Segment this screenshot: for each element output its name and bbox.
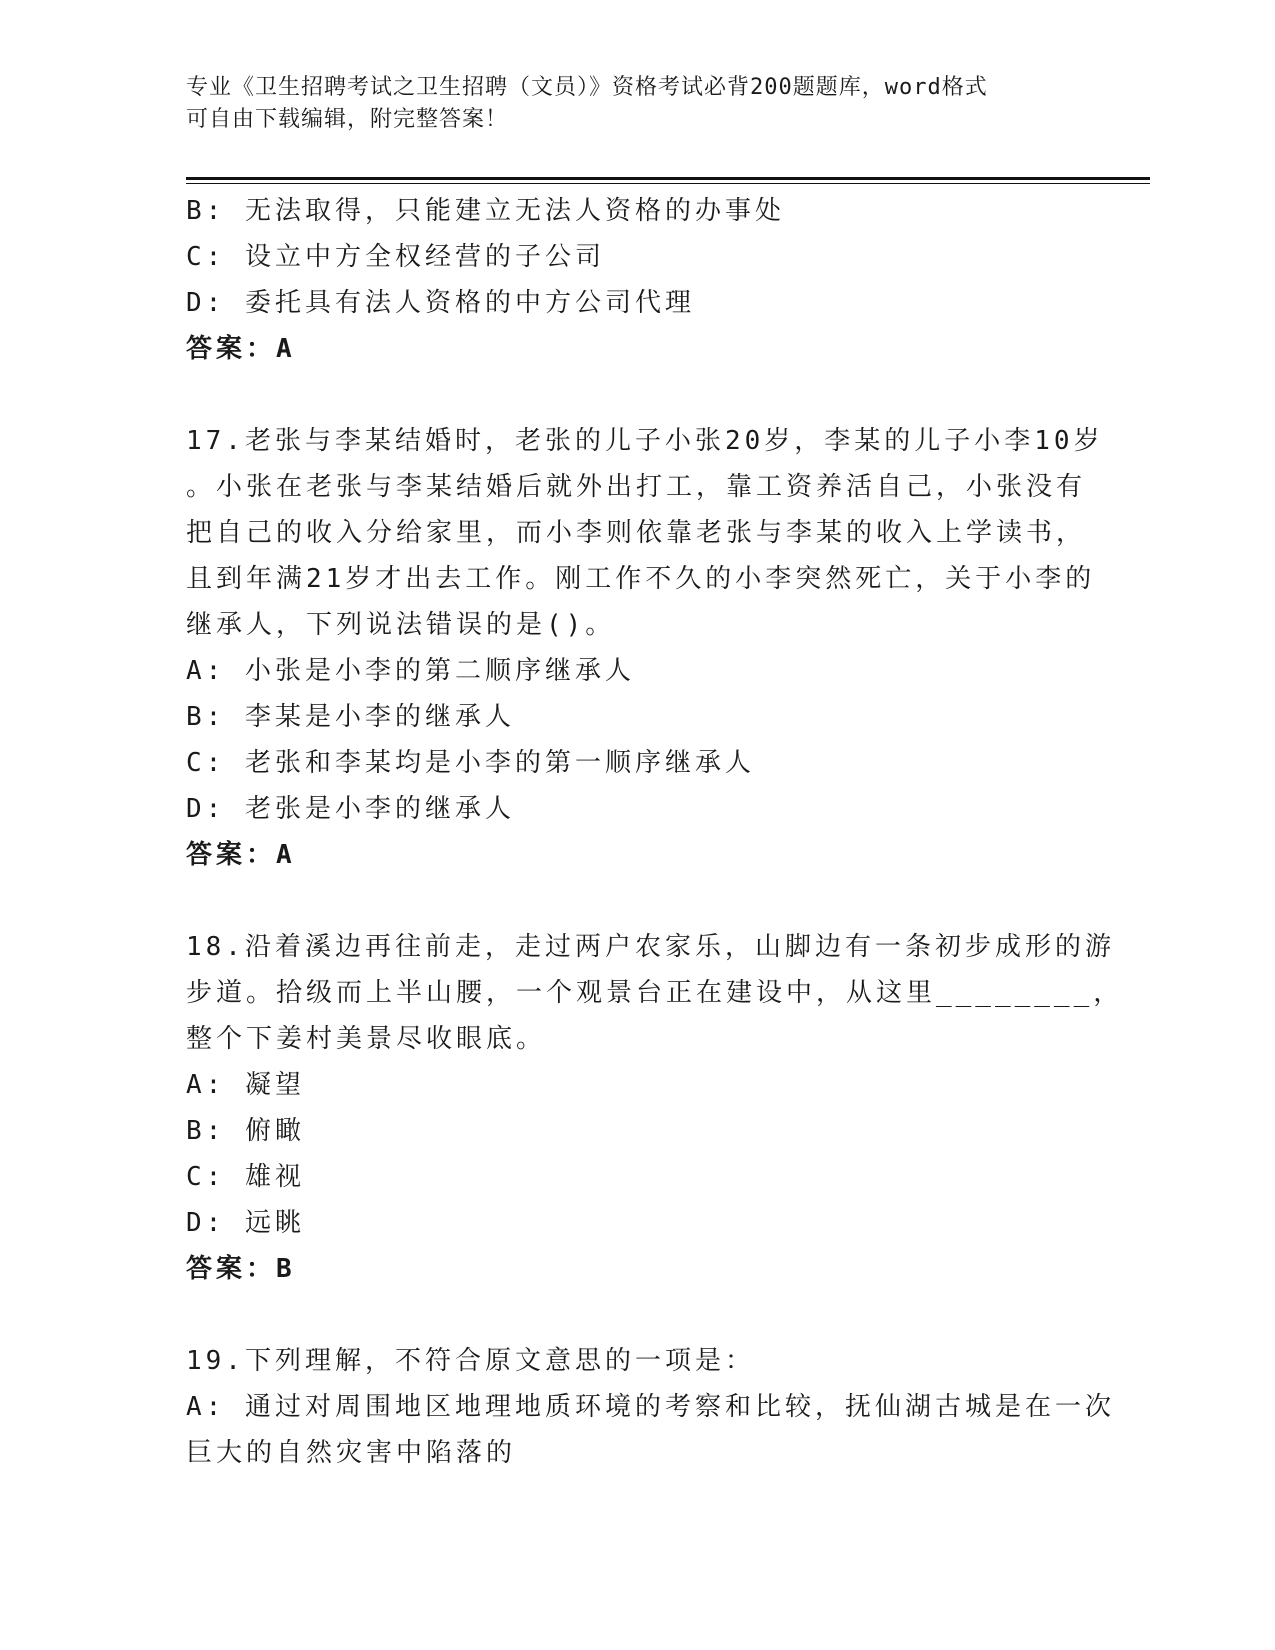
question-text-line: 继承人，下列说法错误的是()。 (186, 610, 616, 640)
option-c: C: 设立中方全权经营的子公司 (186, 242, 605, 272)
header-divider-thick (186, 177, 1150, 180)
option-d: D: 远眺 (186, 1208, 305, 1238)
question-text-line: 把自己的收入分给家里，而小李则依靠老张与李某的收入上学读书， (186, 518, 1087, 548)
previous-question-tail (186, 188, 1066, 372)
question-text-line: 19.下列理解，不符合原文意思的一项是： (186, 1346, 755, 1376)
option-b: B: 俯瞰 (186, 1116, 305, 1146)
question-text-line: 且到年满21岁才出去工作。刚工作不久的小李突然死亡，关于小李的 (186, 564, 1096, 594)
header-line-2: 可自由下载编辑，附完整答案！ (186, 107, 509, 132)
document-body (186, 188, 1124, 1476)
answer: 答案：A (186, 840, 296, 870)
question-18 (186, 924, 1124, 1292)
question-text-line: 18.沿着溪边再往前走，走过两户农家乐，山脚边有一条初步成形的游 (186, 932, 1115, 962)
answer: 答案：B (186, 1254, 296, 1284)
header-divider-thin (186, 183, 1150, 184)
question-17 (186, 418, 1104, 878)
option-c: C: 雄视 (186, 1162, 305, 1192)
option-b: B: 李某是小李的继承人 (186, 702, 515, 732)
question-text-line: 。小张在老张与李某结婚后就外出打工，靠工资养活自己，小张没有 (186, 472, 1087, 502)
header-line-1: 专业《卫生招聘考试之卫生招聘（文员）》资格考试必背200题题库，word格式 (186, 75, 988, 100)
answer: 答案：A (186, 334, 296, 364)
option-a-continued: 巨大的自然灾害中陷落的 (186, 1438, 517, 1468)
option-a: A: 凝望 (186, 1070, 305, 1100)
question-text-line: 17.老张与李某结婚时，老张的儿子小张20岁，李某的儿子小李10岁 (186, 426, 1104, 456)
option-a: A: 通过对周围地区地理地质环境的考察和比较，抚仙湖古城是在一次 (186, 1392, 1115, 1422)
question-text-line: 整个下姜村美景尽收眼底。 (186, 1024, 547, 1054)
option-a: A: 小张是小李的第二顺序继承人 (186, 656, 635, 686)
question-19 (186, 1338, 1115, 1476)
option-d: D: 老张是小李的继承人 (186, 794, 515, 824)
question-text-line: 步道。拾级而上半山腰，一个观景台正在建设中，从这里________， (186, 978, 1124, 1008)
option-c: C: 老张和李某均是小李的第一顺序继承人 (186, 748, 755, 778)
document-header (186, 72, 1066, 136)
option-d: D: 委托具有法人资格的中方公司代理 (186, 288, 695, 318)
option-b: B: 无法取得，只能建立无法人资格的办事处 (186, 196, 785, 226)
